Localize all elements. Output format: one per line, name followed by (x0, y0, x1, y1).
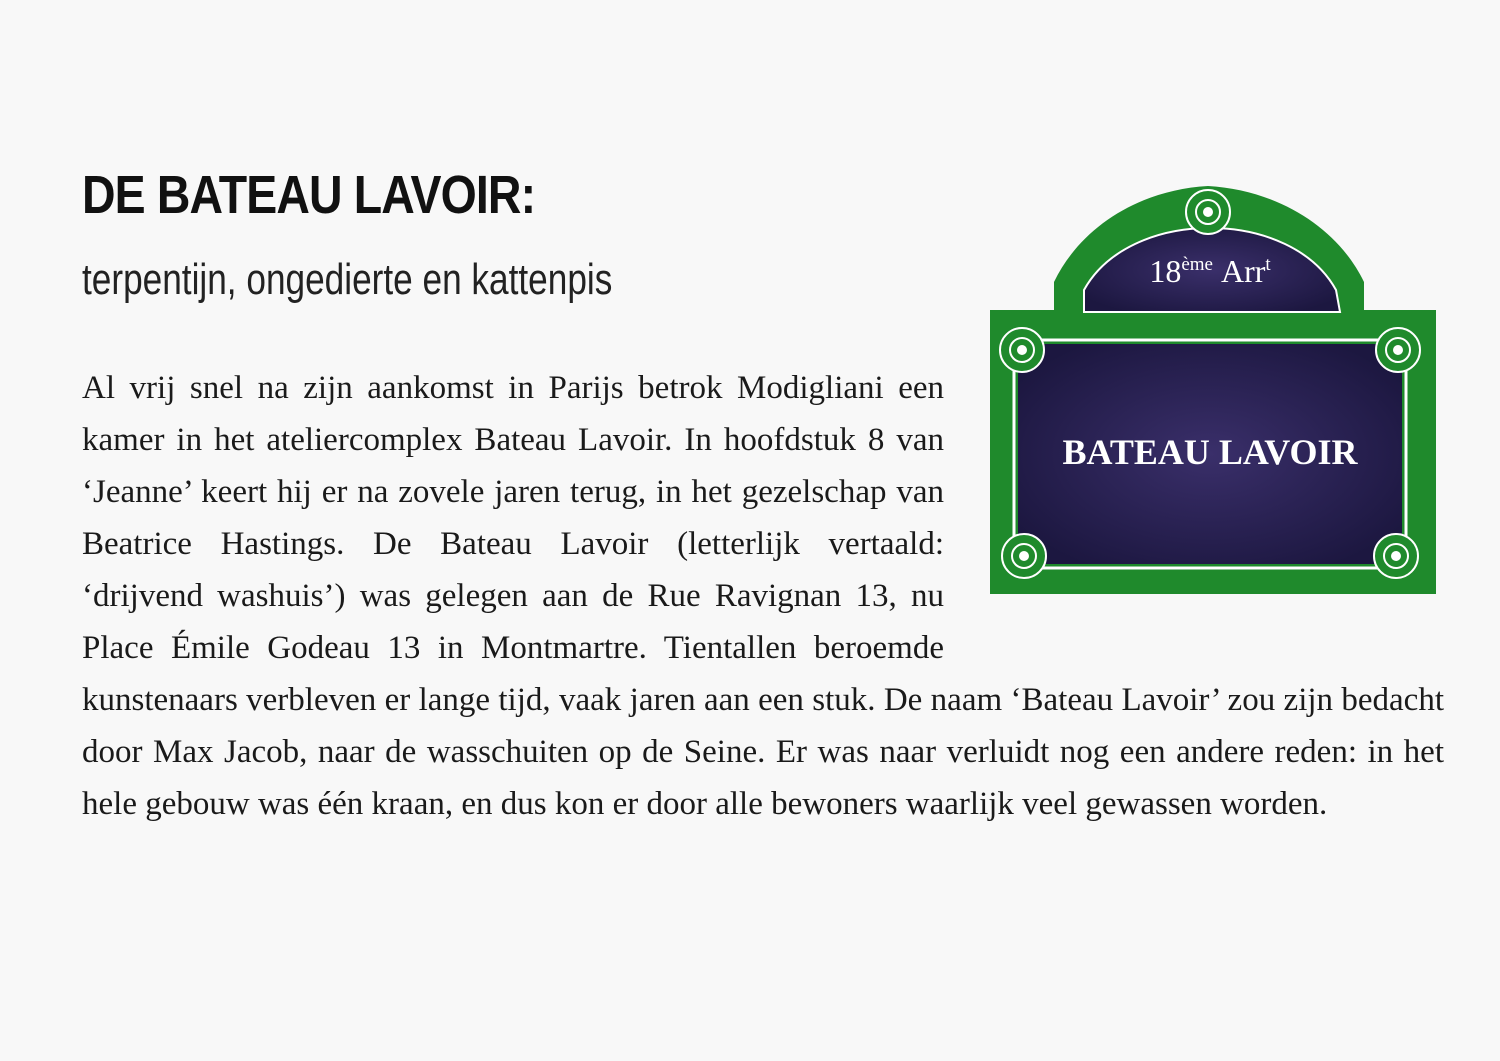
article-title: DE BATEAU LAVOIR: (82, 165, 536, 225)
rivet-bottom-left-icon (1002, 534, 1046, 578)
rivet-top-icon (1186, 190, 1230, 234)
rivet-bottom-right-icon (1374, 534, 1418, 578)
sign-arrondissement: 18ème Arr$^t$ (1149, 253, 1271, 289)
street-sign (988, 178, 1438, 596)
rivet-top-left-icon (1000, 328, 1044, 372)
sign-street-name: BATEAU LAVOIR (1062, 432, 1358, 472)
rivet-top-right-icon (1376, 328, 1420, 372)
street-sign-illustration (988, 178, 1438, 596)
article-subtitle: terpentijn, ongedierte en kattenpis (82, 255, 613, 304)
article-body: Al vrij snel na zijn aankomst in Parijs betrok Modigliani een kamer in het ateliercomplex Bateau Lavoir. In hoofdstuk 8 van ‘Jeanne’ keert hij er na zovele jaren terug, in het gezelschap van Beatrice Hastings. De Bateau Lavoir (letterlijk vertaald: ‘drijvend washuis’) was gelegen aan de Rue Ravignan 13, nu Place Émile Godeau 13 in Montmartre. Tientallen beroemde kunstenaars verbleven er lange tijd, vaak jaren aan een stuk. De naam ‘Bateau Lavoir’ zou zijn bedacht door Max Jacob, naar de wasschuiten op de Seine. Er was naar verluidt nog een andere reden: in het hele gebouw was één kraan, en dus kon er door alle bewoners waarlijk veel gewassen worden. (82, 370, 1444, 822)
